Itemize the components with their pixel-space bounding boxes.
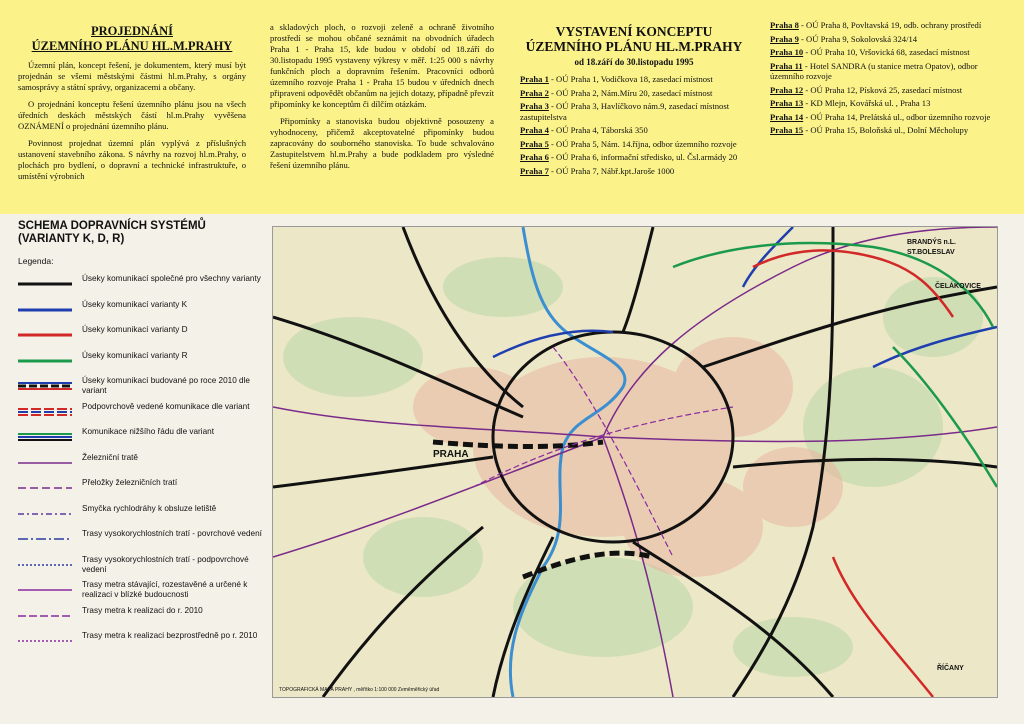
- office-name: Praha 2: [520, 87, 549, 98]
- legend-item-label: Smyčka rychlodráhy k obsluze letiště: [82, 503, 217, 513]
- office-name: Praha 9: [770, 33, 799, 44]
- office-entry: [770, 85, 998, 96]
- office-name: Praha 8: [770, 20, 799, 30]
- office-name: Praha 7: [520, 165, 549, 176]
- legend-item: [18, 502, 258, 528]
- vystaveni-title-line2: ÚZEMNÍHO PLÁNU HL.M.PRAHY: [525, 39, 743, 54]
- column-info: [270, 22, 494, 177]
- legend-item-label: Trasy metra k realizaci bezprostředně po r. 2010: [82, 631, 258, 640]
- office-entry: [770, 34, 998, 45]
- office-entry: [520, 101, 748, 122]
- projednani-title: [18, 24, 246, 54]
- legend-item: [18, 604, 258, 630]
- map-footer-caption: TOPOGRAFICKÁ MAPA PRAHY , měřítko 1:100 000 Zeměměřický úřad: [279, 687, 440, 693]
- paragraph: Územní plán, koncept řešení, je dokumentem, který musí být projednán se všemi městskými částmi hl.m.Prahy, s orgány samosprávy a státní správy, organizacemi a občany.: [18, 60, 246, 92]
- office-address: - KD Mlejn, Kovářská ul. , Praha 13: [803, 98, 931, 108]
- office-address: - OÚ Praha 2, Nám.Míru 20, zasedací místnost: [548, 87, 713, 98]
- legend-label: Legenda:: [18, 256, 54, 266]
- legend-title-line1: SCHEMA DOPRAVNÍCH SYSTÉMŮ: [18, 220, 206, 232]
- office-entry: [520, 166, 748, 177]
- office-name: Praha 1: [520, 74, 549, 84]
- office-name: Praha 10: [770, 47, 804, 57]
- projednani-title-line1: PROJEDNÁNÍ: [91, 24, 173, 38]
- vystaveni-dates: od 18.září do 30.listopadu 1995: [574, 57, 694, 67]
- map-label-ricany: ŘÍČANY: [937, 665, 964, 672]
- legend-symbol: [18, 329, 72, 341]
- paragraph: a skladových ploch, o rozvoji zeleně a ochraně životního prostředí se mohou občané seznámit na obvodních úřadech Praha 1 - Praha 15, kde budou v období od 18.září do 30.listopadu 1995 vystaveny výkresy v měř. 1:25 000 s návrhy funkčních ploch a dopravním řešením. Pracovníci odborů územního rozvoje Praha 1 - Praha 15 budou v úředních dnech připraveni odpovědět občanům na jejich dotazy, případně převzít připomínky ke konceptům či dílčím otázkám.: [270, 22, 494, 109]
- office-entry: [770, 20, 998, 31]
- legend-item-label: Úseky komunikací varianty D: [82, 325, 188, 334]
- legend-item: [18, 527, 262, 553]
- legend-item-label: Úseky komunikací budované po roce 2010 dle variant: [82, 376, 250, 395]
- office-name: Praha 12: [770, 84, 804, 95]
- legend-symbol: [18, 559, 72, 571]
- office-name: Praha 15: [770, 125, 804, 135]
- map-label-brandys: BRANDÝS n.L.: [907, 239, 956, 246]
- vystaveni-title: [520, 24, 748, 54]
- paragraph: Připomínky a stanoviska budou objektivně posouzeny a vyhodnoceny, přičemž akceptovatelné připomínky budou zapracovány do souborného stanoviska. To bude schvalováno Zastupitelstvem hl.m.Prahy a bude podkladem pro výsledné řešení územního plánu.: [270, 116, 494, 170]
- legend-item: [18, 476, 258, 502]
- legend-item: [18, 425, 258, 451]
- office-list: [770, 20, 998, 136]
- office-name: Praha 11: [770, 60, 803, 71]
- legend-symbol: [18, 610, 72, 622]
- legend-item-label: Trasy vysokorychlostních tratí - podpovrchové vedení: [82, 554, 249, 574]
- office-address: - OÚ Praha 14, Prelátská ul., odbor územního rozvoje: [803, 111, 991, 122]
- legend-item-label: Úseky komunikací varianty R: [82, 350, 188, 360]
- legend-symbol: [18, 508, 72, 520]
- legend-item: [18, 578, 258, 604]
- legend-item: [18, 374, 258, 400]
- office-entry: [770, 47, 998, 58]
- office-address: - OÚ Praha 3, Havlíčkovo nám.9, zasedací místnost zastupitelstva: [520, 101, 730, 122]
- office-address: - OÚ Praha 7, Nábř.kpt.Jaroše 1000: [548, 165, 675, 176]
- legend-item-label: Trasy metra stávající, rozestavěné a určené k realizaci v blízké budoucnosti: [82, 580, 248, 599]
- legend-symbol: [18, 635, 72, 647]
- legend-item-label: Podpovrchově vedené komunikace dle variant: [82, 401, 250, 411]
- office-address: - OÚ Praha 1, Vodičkova 18, zasedací místnost: [548, 74, 713, 84]
- transport-map: [272, 226, 998, 698]
- legend-item: [18, 323, 258, 349]
- office-name: Praha 5: [520, 138, 549, 149]
- legend-symbol: [18, 533, 72, 545]
- legend-symbol: [18, 457, 72, 469]
- office-address: - OÚ Praha 5, Nám. 14.října, odbor územního rozvoje: [548, 138, 737, 149]
- legend-item-label: Úseky komunikací společné pro všechny varianty: [82, 274, 261, 283]
- legend-title-line2: (VARIANTY K, D, R): [18, 233, 125, 245]
- legend-symbol: [18, 278, 72, 290]
- legend-item: [18, 400, 258, 426]
- office-entry: [520, 152, 748, 163]
- legend-item: [18, 349, 258, 375]
- legend-item: [18, 629, 258, 655]
- legend-item: [18, 272, 261, 298]
- office-entry: [770, 125, 998, 136]
- legend-item-label: Trasy vysokorychlostních tratí - povrchové vedení: [82, 529, 262, 538]
- office-name: Praha 13: [770, 98, 804, 108]
- office-entry: [520, 74, 748, 85]
- column-vystaveni: [520, 24, 748, 179]
- map-graphic: [273, 227, 997, 697]
- office-address: - OÚ Praha 4, Táborská 350: [548, 125, 648, 135]
- office-name: Praha 4: [520, 125, 549, 135]
- vystaveni-title-line1: VYSTAVENÍ KONCEPTU: [555, 24, 713, 39]
- office-name: Praha 3: [520, 101, 549, 111]
- map-label-st-boleslav: ST.BOLESLAV: [907, 249, 955, 256]
- map-label-praha: PRAHA: [433, 449, 469, 460]
- column-projednani: [18, 24, 246, 188]
- paragraph: O projednání konceptu řešení územního plánu jsou na všech úředních deskách městských částí hl.m.Prahy vyvěšena OZNÁMENÍ o projednání územního plánu.: [18, 99, 246, 131]
- legend-item: [18, 451, 258, 477]
- office-address: - OÚ Praha 10, Vršovická 68, zasedací místnost: [803, 47, 970, 57]
- legend-symbol: [18, 355, 72, 367]
- office-address: - OÚ Praha 12, Písková 25, zasedací místnost: [803, 84, 963, 95]
- legend-title: [18, 220, 258, 246]
- legend-item-label: Přeložky železničních tratí: [82, 478, 178, 487]
- legend-symbol: [18, 380, 72, 392]
- legend-symbol: [18, 431, 72, 443]
- projednani-title-line2: ÚZEMNÍHO PLÁNU HL.M.PRAHY: [31, 39, 233, 53]
- office-name: Praha 14: [770, 111, 804, 122]
- legend-item: [18, 298, 258, 324]
- legend-item-label: Komunikace nižšího řádu dle variant: [82, 427, 214, 436]
- office-address: - OÚ Praha 9, Sokolovská 324/14: [798, 33, 918, 44]
- map-label-celakovice: ČELÁKOVICE: [935, 283, 981, 290]
- legend-symbol: [18, 584, 72, 596]
- office-address: - OÚ Praha 6, informační středisko, ul. Čsl.armády 20: [548, 152, 738, 162]
- office-entry: [520, 125, 748, 136]
- office-entry: [770, 61, 998, 82]
- column-offices: [770, 20, 998, 139]
- office-name: Praha 6: [520, 152, 549, 162]
- office-entry: [520, 139, 748, 150]
- office-entry: [770, 98, 998, 109]
- office-entry: [520, 88, 748, 99]
- office-address: - Hotel SANDRA (u stanice metra Opatov), odbor územního rozvoje: [770, 60, 978, 81]
- legend-item: [18, 553, 258, 579]
- paragraph: Povinnost projednat územní plán vyplývá z příslušných ustanovení stavebního zákona. S návrhy na rozvoj hl.m.Prahy, o plochách pro bydlení, o dopravní a technické infrastruktuře, o umístění výrobních: [18, 138, 246, 181]
- office-entry: [770, 112, 998, 123]
- legend-items: [18, 272, 262, 655]
- legend-item-label: Úseky komunikací varianty K: [82, 299, 188, 309]
- legend-symbol: [18, 304, 72, 316]
- office-address: - OÚ Praha 15, Boloňská ul., Dolní Měcholupy: [803, 125, 969, 135]
- office-address: - OÚ Praha 8, Povltavská 19, odb. ochrany prostředí: [798, 20, 982, 30]
- legend-symbol: [18, 482, 72, 494]
- legend-item-label: Trasy metra k realizaci do r. 2010: [82, 605, 203, 615]
- office-list: [520, 74, 748, 176]
- legend-symbol: [18, 406, 72, 418]
- legend: [18, 220, 262, 655]
- legend-item-label: Železniční tratě: [82, 452, 138, 462]
